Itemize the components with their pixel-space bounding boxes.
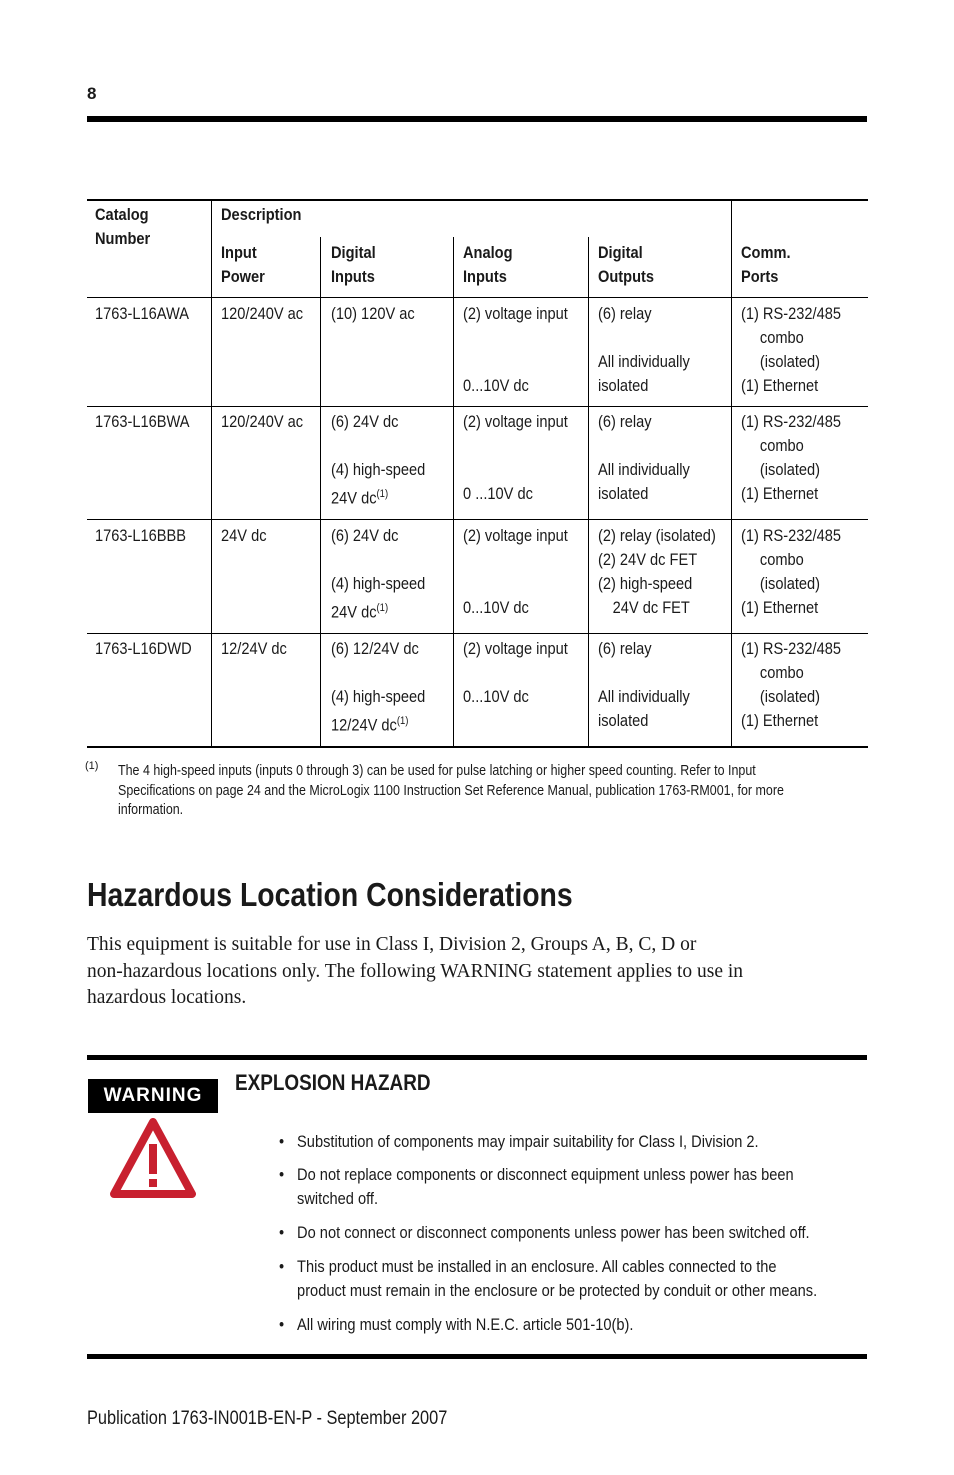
table-cell-catalog: 1763-L16AWA bbox=[95, 304, 190, 323]
table-cell-analog-inputs: (2) voltage input 0...10V dc bbox=[463, 526, 568, 617]
table-cell-digital-outputs: (6) relay All individually isolated bbox=[598, 412, 690, 503]
bullet-icon: • bbox=[279, 1315, 285, 1334]
page-number: 8 bbox=[87, 84, 97, 103]
table-cell-catalog: 1763-L16DWD bbox=[95, 639, 192, 658]
hazard-title: EXPLOSION HAZARD bbox=[235, 1070, 431, 1095]
footnote-ref: (1) bbox=[376, 488, 389, 500]
table-row-rule bbox=[87, 633, 868, 634]
header-comm-ports: Comm. Ports bbox=[741, 243, 791, 286]
header-description: Description bbox=[221, 205, 302, 224]
header-digital-outputs: Digital Outputs bbox=[598, 243, 655, 286]
spec-table bbox=[87, 199, 868, 749]
table-row-rule bbox=[87, 406, 868, 407]
section-title: Hazardous Location Considerations bbox=[87, 876, 573, 913]
table-top-rule bbox=[87, 199, 868, 201]
bullet-icon: • bbox=[279, 1257, 285, 1276]
publication-footer: Publication 1763-IN001B-EN-P - September 2007 bbox=[87, 1408, 448, 1429]
col-divider bbox=[453, 237, 454, 748]
table-header-rule bbox=[87, 297, 868, 298]
col-divider bbox=[731, 199, 732, 748]
bullet-icon: • bbox=[279, 1132, 285, 1151]
table-cell-digital-inputs: (6) 12/24V dc (4) high-speed 12/24V $dc^{(1)}$ bbox=[331, 639, 426, 735]
header-analog-inputs: Analog Inputs bbox=[463, 243, 513, 286]
table-cell-catalog: 1763-L16BWA bbox=[95, 412, 190, 431]
bullet-icon: • bbox=[279, 1165, 285, 1184]
table-cell-digital-outputs: (6) relay All individually isolated bbox=[598, 639, 690, 730]
table-cell-power: 24V dc bbox=[221, 526, 267, 545]
warning-badge: WARNING bbox=[88, 1079, 218, 1113]
table-cell-power: 120/240V ac bbox=[221, 412, 304, 431]
bullet-icon: • bbox=[279, 1223, 285, 1242]
table-cell-digital-inputs: (10) 120V ac bbox=[331, 304, 415, 323]
footnote-ref: (1) bbox=[376, 602, 389, 614]
table-cell-comm-ports: (1) RS-232/485 combo (isolated) (1) Ethernet bbox=[741, 412, 841, 503]
table-row-rule bbox=[87, 519, 868, 520]
col-divider bbox=[320, 237, 321, 748]
table-cell-digital-inputs: (6) 24V dc (4) high-speed 24V $dc^{(1)}$ bbox=[331, 412, 426, 508]
table-cell-analog-inputs: (2) voltage input 0...10V dc bbox=[463, 639, 568, 706]
table-cell-power: 120/240V ac bbox=[221, 304, 304, 323]
table-cell-comm-ports: (1) RS-232/485 combo (isolated) (1) Ethernet bbox=[741, 639, 841, 730]
header-catalog-number: Catalog Number bbox=[95, 205, 151, 248]
table-cell-comm-ports: (1) RS-232/485 combo (isolated) (1) Ethernet bbox=[741, 304, 841, 395]
table-cell-power: 12/24V dc bbox=[221, 639, 287, 658]
table-cell-digital-inputs: (6) 24V dc (4) high-speed 24V $dc^{(1)}$ bbox=[331, 526, 426, 622]
warning-top-rule bbox=[87, 1055, 867, 1060]
table-bottom-rule bbox=[87, 746, 868, 748]
warning-triangle-icon bbox=[110, 1118, 196, 1203]
table-cell-analog-inputs: (2) voltage input 0...10V dc bbox=[463, 304, 568, 395]
header-input-power: Input Power bbox=[221, 243, 265, 286]
top-rule bbox=[87, 116, 867, 122]
intro-paragraph: This equipment is suitable for use in Class I, Division 2, Groups A, B, C, D or non-hazardous locations only. The following WARNING statement applies to use in hazardous locations. bbox=[87, 934, 744, 1008]
footnote-mark: (1) bbox=[85, 760, 99, 772]
table-cell-comm-ports: (1) RS-232/485 combo (isolated) (1) Ethernet bbox=[741, 526, 841, 617]
table-cell-digital-outputs: (2) relay (isolated) (2) 24V dc FET (2) high-speed 24V dc FET bbox=[598, 526, 716, 617]
col-divider bbox=[588, 237, 589, 748]
table-cell-analog-inputs: (2) voltage input 0 ...10V dc bbox=[463, 412, 568, 503]
warning-bottom-rule bbox=[87, 1354, 867, 1359]
table-cell-digital-outputs: (6) relay All individually isolated bbox=[598, 304, 690, 395]
footnote-text: The 4 high-speed inputs (inputs 0 through 3) can be used for pulse latching or higher speed counting. Refer to Input Specifications on page 24 and the MicroLogix 1100 Instruction Set Reference Manual, publication 1763-RM001, for more information. bbox=[118, 763, 784, 818]
table-cell-catalog: 1763-L16BBB bbox=[95, 526, 187, 545]
header-digital-inputs: Digital Inputs bbox=[331, 243, 376, 286]
col-divider bbox=[211, 199, 212, 748]
footnote-ref: (1) bbox=[396, 715, 409, 727]
